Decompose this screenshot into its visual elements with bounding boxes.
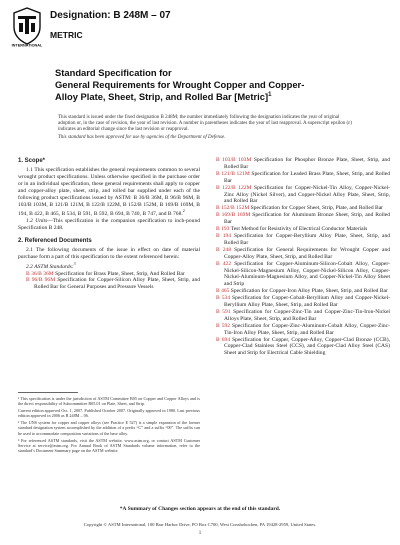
section-2-2 (18, 261, 200, 271)
designation: Designation: B 248M – 07 (50, 10, 171, 21)
document-title (55, 67, 375, 103)
reference-title: Test Method for Resistivity of Electrical Conductor Materials (229, 226, 368, 233)
footnote-mark-3: 3 (73, 260, 76, 266)
section-1-2-label: 1.2 Units (26, 218, 48, 225)
reference-code-link[interactable]: B 248 (216, 246, 232, 253)
reference-item (216, 226, 390, 233)
reference-title: Specification for Phosphor Bronze Plate, Sheet, Strip, and Rolled Bar (224, 157, 390, 170)
footnote-1: ¹ This specification is under the jurisdiction of ASTM Committee B05 on Copper and Copper Alloys and is the direct responsibility of Subcommittee B05.01 on Plate, Sheet, and Strip. (18, 396, 200, 407)
section-1-1 (18, 167, 200, 218)
right-column (208, 157, 390, 357)
metric-label: METRIC (50, 30, 83, 40)
reference-title: Specification for Copper-Cobalt-Beryllium Alloy and Copper-Nickel-Beryllium Alloy Plate, Sheet, Strip, and Rolled Bar (224, 295, 390, 309)
reference-code-link[interactable]: B 96/B 96M (26, 277, 56, 284)
reference-code-link[interactable]: B 121/B 121M (216, 170, 250, 177)
section-1-2-text: —This specification is the companion specification to inch-pound Specification B 248. (18, 218, 201, 232)
copyright-line: Copyright © ASTM International, 100 Barr Harbor Drive, PO Box C700, West Conshohocken, PA 19428-2959, United States. (83, 522, 317, 527)
title-line-3-text: Alloy Plate, Sheet, Strip, and Rolled Bar [Metric] (55, 91, 269, 103)
section-1-2 (18, 218, 200, 232)
reference-code-link[interactable]: B 152/B 152M (216, 205, 250, 212)
footnote-2: ² The UNS system for copper and copper alloys (see Practice E 527) is a simple expansion of the former standard designation system accomplished by the addition of a prefix “C” and a suffix “00”. The suffix can be used to accommodate composition variations of the base alloy. (18, 420, 200, 436)
reference-title: Specification for Copper-Zinc-Tin and Copper-Zinc-Tin-Iron-Nickel Alloys Plate, Sheet, Strip, and Rolled Bar (224, 308, 390, 322)
astm-logo (9, 7, 45, 47)
section-2-2-text: 2.2 ASTM Standards: (26, 263, 74, 270)
reference-item (216, 337, 390, 358)
title-footnote-mark: 1 (268, 92, 272, 99)
reference-item (26, 277, 200, 291)
footnote-mark-2: 2 (182, 208, 185, 214)
footnote-rule (18, 392, 78, 393)
reference-item (216, 295, 390, 309)
reference-item (216, 233, 390, 247)
reference-item (216, 323, 390, 337)
reference-code-link[interactable]: B 422 (216, 260, 232, 267)
reference-item (216, 171, 390, 185)
reference-title: Specification for Aluminum Bronze Sheet, Strip, and Rolled Bar (224, 212, 390, 226)
reference-title: Specification for Copper-Silicon Alloy Plate, Sheet, Strip, and Rolled Bar for General Purposes and Pressure Vessels (34, 277, 200, 291)
reference-code-link[interactable]: B 169/B 169M (216, 212, 251, 219)
left-column (18, 157, 200, 291)
reference-item (216, 309, 390, 323)
reference-code-link[interactable]: B 591 (216, 308, 231, 315)
reference-title: Specification for Leaded Brass Plate, Sheet, Strip, and Rolled Bar (224, 170, 390, 184)
title-line-2: General Requirements for Wrought Copper and Copper- (55, 78, 305, 90)
reference-title: Specification for Brass Plate, Sheet, Strip, And Rolled Bar (53, 270, 185, 277)
section-2-1: 2.1 The following documents of the issue in effect on date of material purchase form a part of this specification to the extent referenced herein: (18, 247, 200, 260)
intro-block (58, 115, 358, 143)
reference-title: Specification for Copper, Copper-Alloy, Copper-Clad Bronze (CCB), Copper-Clad Stainless Steel (CCS), and Copper-Clad Alloy Steel (CAS) Sheet and Strip for Electrical Cable Shielding (224, 336, 390, 357)
logo-text: INTERNATIONAL (11, 43, 43, 47)
approved-note: This standard has been approved for use by agencies of the Department of Defense. (58, 135, 226, 140)
right-reference-list (208, 157, 390, 357)
footnote-3: ³ For referenced ASTM standards, visit the ASTM website, www.astm.org, or contact ASTM Customer Service at service@astm.org. For Annual Book of ASTM Standards volume information, refer to the standard’s Document Summary page on the ASTM website. (18, 437, 200, 453)
left-reference-list (18, 271, 200, 292)
summary-of-changes-note: *A Summary of Changes section appears at the end of this standard. (119, 506, 281, 512)
reference-title: Specification for Copper-Aluminum-Silicon-Cobalt Alloy, Copper-Nickel-Silicon-Magnesium Alloy, Copper-Nickel-Silicon Alloy, Copper-Nickel-Aluminum-Magnesium Alloy, and Copper-Nickel-Tin Alloy Sheet and Strip (224, 260, 390, 288)
scope-heading-text: 1. Scope* (18, 158, 46, 164)
title-line-3 (55, 90, 375, 103)
section-1-1-text: 1.1 This specification establishes the general requirements common to several wrought product specifications. Unless otherwise specified in the purchase order or in an individual specification, these general requirements shall apply to copper and copper-alloy plate, sheet, strip, and rolled bar supplied under each of the following product specifications issued by ASTM: B 36/B 36M, B 96/B 96M, B 103/B 103M, B 121/B 121M, B 122/B 122M, B 152/B 152M, B 169/B 169M, B 194, B 422, B 465, B 534, B 591, B 592, B 694, B 740, B 747, and B 768. (18, 167, 200, 218)
reference-item (216, 247, 390, 261)
issued-note: This standard is issued under the fixed designation B 248M; the number immediately following the designation indicates the year of original adoption or, in the case of revision, the year of last revision. A number in parentheses indicates the year of last reapproval. A superscript epsilon (ε) indicates an editorial change since the last revision or reapproval. (58, 115, 352, 132)
reference-code-link[interactable]: B 103/B 103M (216, 157, 252, 163)
title-line-1: Standard Specification for (55, 67, 172, 78)
reference-title: Specification for Copper-Nickel-Tin Alloy, Copper-Nickel-Zinc Alloy (Nickel Silver), and Copper-Nickel Alloy Plate, Sheet, Strip, and Rolled Bar (224, 184, 390, 205)
reference-title: Specification for Copper-Zinc-Aluminum-Cobalt Alloy, Copper-Zinc-Tin-Iron Alloy Plate, Sheet, Strip, and Rolled Bar (224, 322, 390, 336)
reference-title: Specification for Copper-Iron Alloy Plate, Sheet, Strip, and Rolled Bar (229, 288, 388, 295)
reference-code-link[interactable]: B 122/B 122M (216, 184, 252, 191)
referenced-documents-heading: 2. Referenced Documents (18, 238, 92, 244)
footnote-1b: Current edition approved Oct. 1, 2007. Published October 2007. Originally approved in 1980. Last previous edition approved in 2006 as B 248M – 06. (18, 408, 200, 419)
scope-heading (18, 157, 200, 165)
page-number: 1 (198, 531, 202, 536)
reference-code-link[interactable]: B 194 (216, 232, 232, 239)
reference-title: Specification for Copper-Beryllium Alloy Plate, Sheet, Strip, and Rolled Bar (224, 232, 390, 246)
reference-code-link[interactable]: B 36/B 36M (26, 270, 54, 277)
reference-code-link[interactable]: B 193 (216, 226, 230, 233)
reference-title: Specification for General Requirements for Wrought Copper and Copper-Alloy Plate, Sheet, Strip, and Rolled Bar (224, 246, 390, 260)
footnotes (18, 392, 200, 455)
reference-item (216, 185, 390, 206)
reference-code-link[interactable]: B 465 (216, 288, 230, 295)
reference-code-link[interactable]: B 592 (216, 322, 231, 329)
reference-item (216, 157, 390, 171)
reference-item (216, 212, 390, 226)
reference-title: Specification for Copper Sheet, Strip, Plate, and Rolled Bar (249, 205, 384, 212)
reference-code-link[interactable]: B 534 (216, 295, 231, 302)
reference-code-link[interactable]: B 694 (216, 336, 231, 343)
reference-item (216, 261, 390, 289)
